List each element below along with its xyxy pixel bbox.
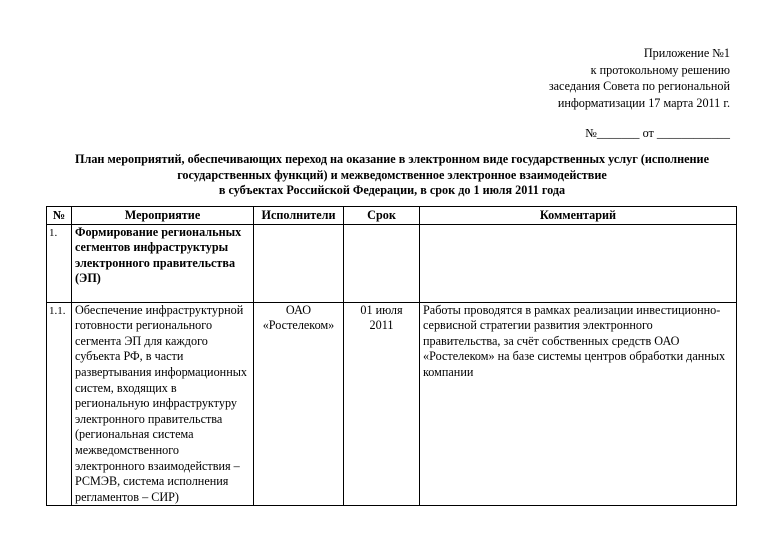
table-row: [47, 302, 737, 506]
deadline-line: 01 июля: [360, 302, 403, 317]
appendix-reference: №_______ от ____________: [585, 126, 730, 141]
appendix-line: к протокольному решению: [590, 62, 730, 77]
row-deadline: [344, 302, 420, 506]
column-header-activity: Мероприятие: [72, 207, 254, 225]
section-activity: Формирование региональных сегментов инфраструктуры электронного правительства (ЭП): [72, 224, 254, 302]
section-comment: [420, 224, 737, 302]
row-executors: [254, 302, 344, 506]
executor-line: «Ростелеком»: [262, 318, 335, 333]
appendix-line: информатизации 17 марта 2011 г.: [557, 95, 730, 110]
executor-line: ОАО: [285, 302, 312, 317]
table-row-section: [47, 224, 737, 302]
row-comment: Работы проводятся в рамках реализации инвестиционно-сервисной стратегии развития электронного правительства, за счёт собственных средств ОАО «Ростелеком» на базе системы центров обработки данных компании: [420, 302, 737, 506]
title-line: государственных функций) и межведомственное электронное взаимодействие: [177, 167, 607, 182]
row-activity: Обеспечение инфраструктурной готовности регионального сегмента ЭП для каждого субъекта РФ, в части развертывания информационных систем, входящих в региональную инфраструктуру электронного правительства (региональная система межведомственного электронного взаимодействия – РСМЭВ, система исполнения регламентов – СИР): [72, 302, 254, 506]
section-deadline: [344, 224, 420, 302]
section-executors: [254, 224, 344, 302]
column-header-deadline: Срок: [344, 207, 420, 225]
column-header-number: №: [47, 207, 72, 225]
column-header-executors: Исполнители: [254, 207, 344, 225]
deadline-line: 2011: [369, 318, 394, 333]
appendix-block: [490, 45, 730, 142]
title-line: в субъектах Российской Федерации, в срок до 1 июля 2011 года: [218, 183, 566, 197]
table-header-row: [47, 207, 737, 225]
document-title: [48, 152, 736, 199]
column-header-comment: Комментарий: [420, 207, 737, 225]
appendix-title: Приложение №1: [643, 46, 730, 60]
row-number: 1.1.: [47, 302, 72, 506]
activities-table: [46, 206, 737, 506]
title-line: План мероприятий, обеспечивающих переход на оказание в электронном виде государственных услуг (исполнение: [75, 152, 709, 166]
section-number: 1.: [47, 224, 72, 302]
appendix-line: заседания Совета по региональной: [548, 79, 730, 94]
